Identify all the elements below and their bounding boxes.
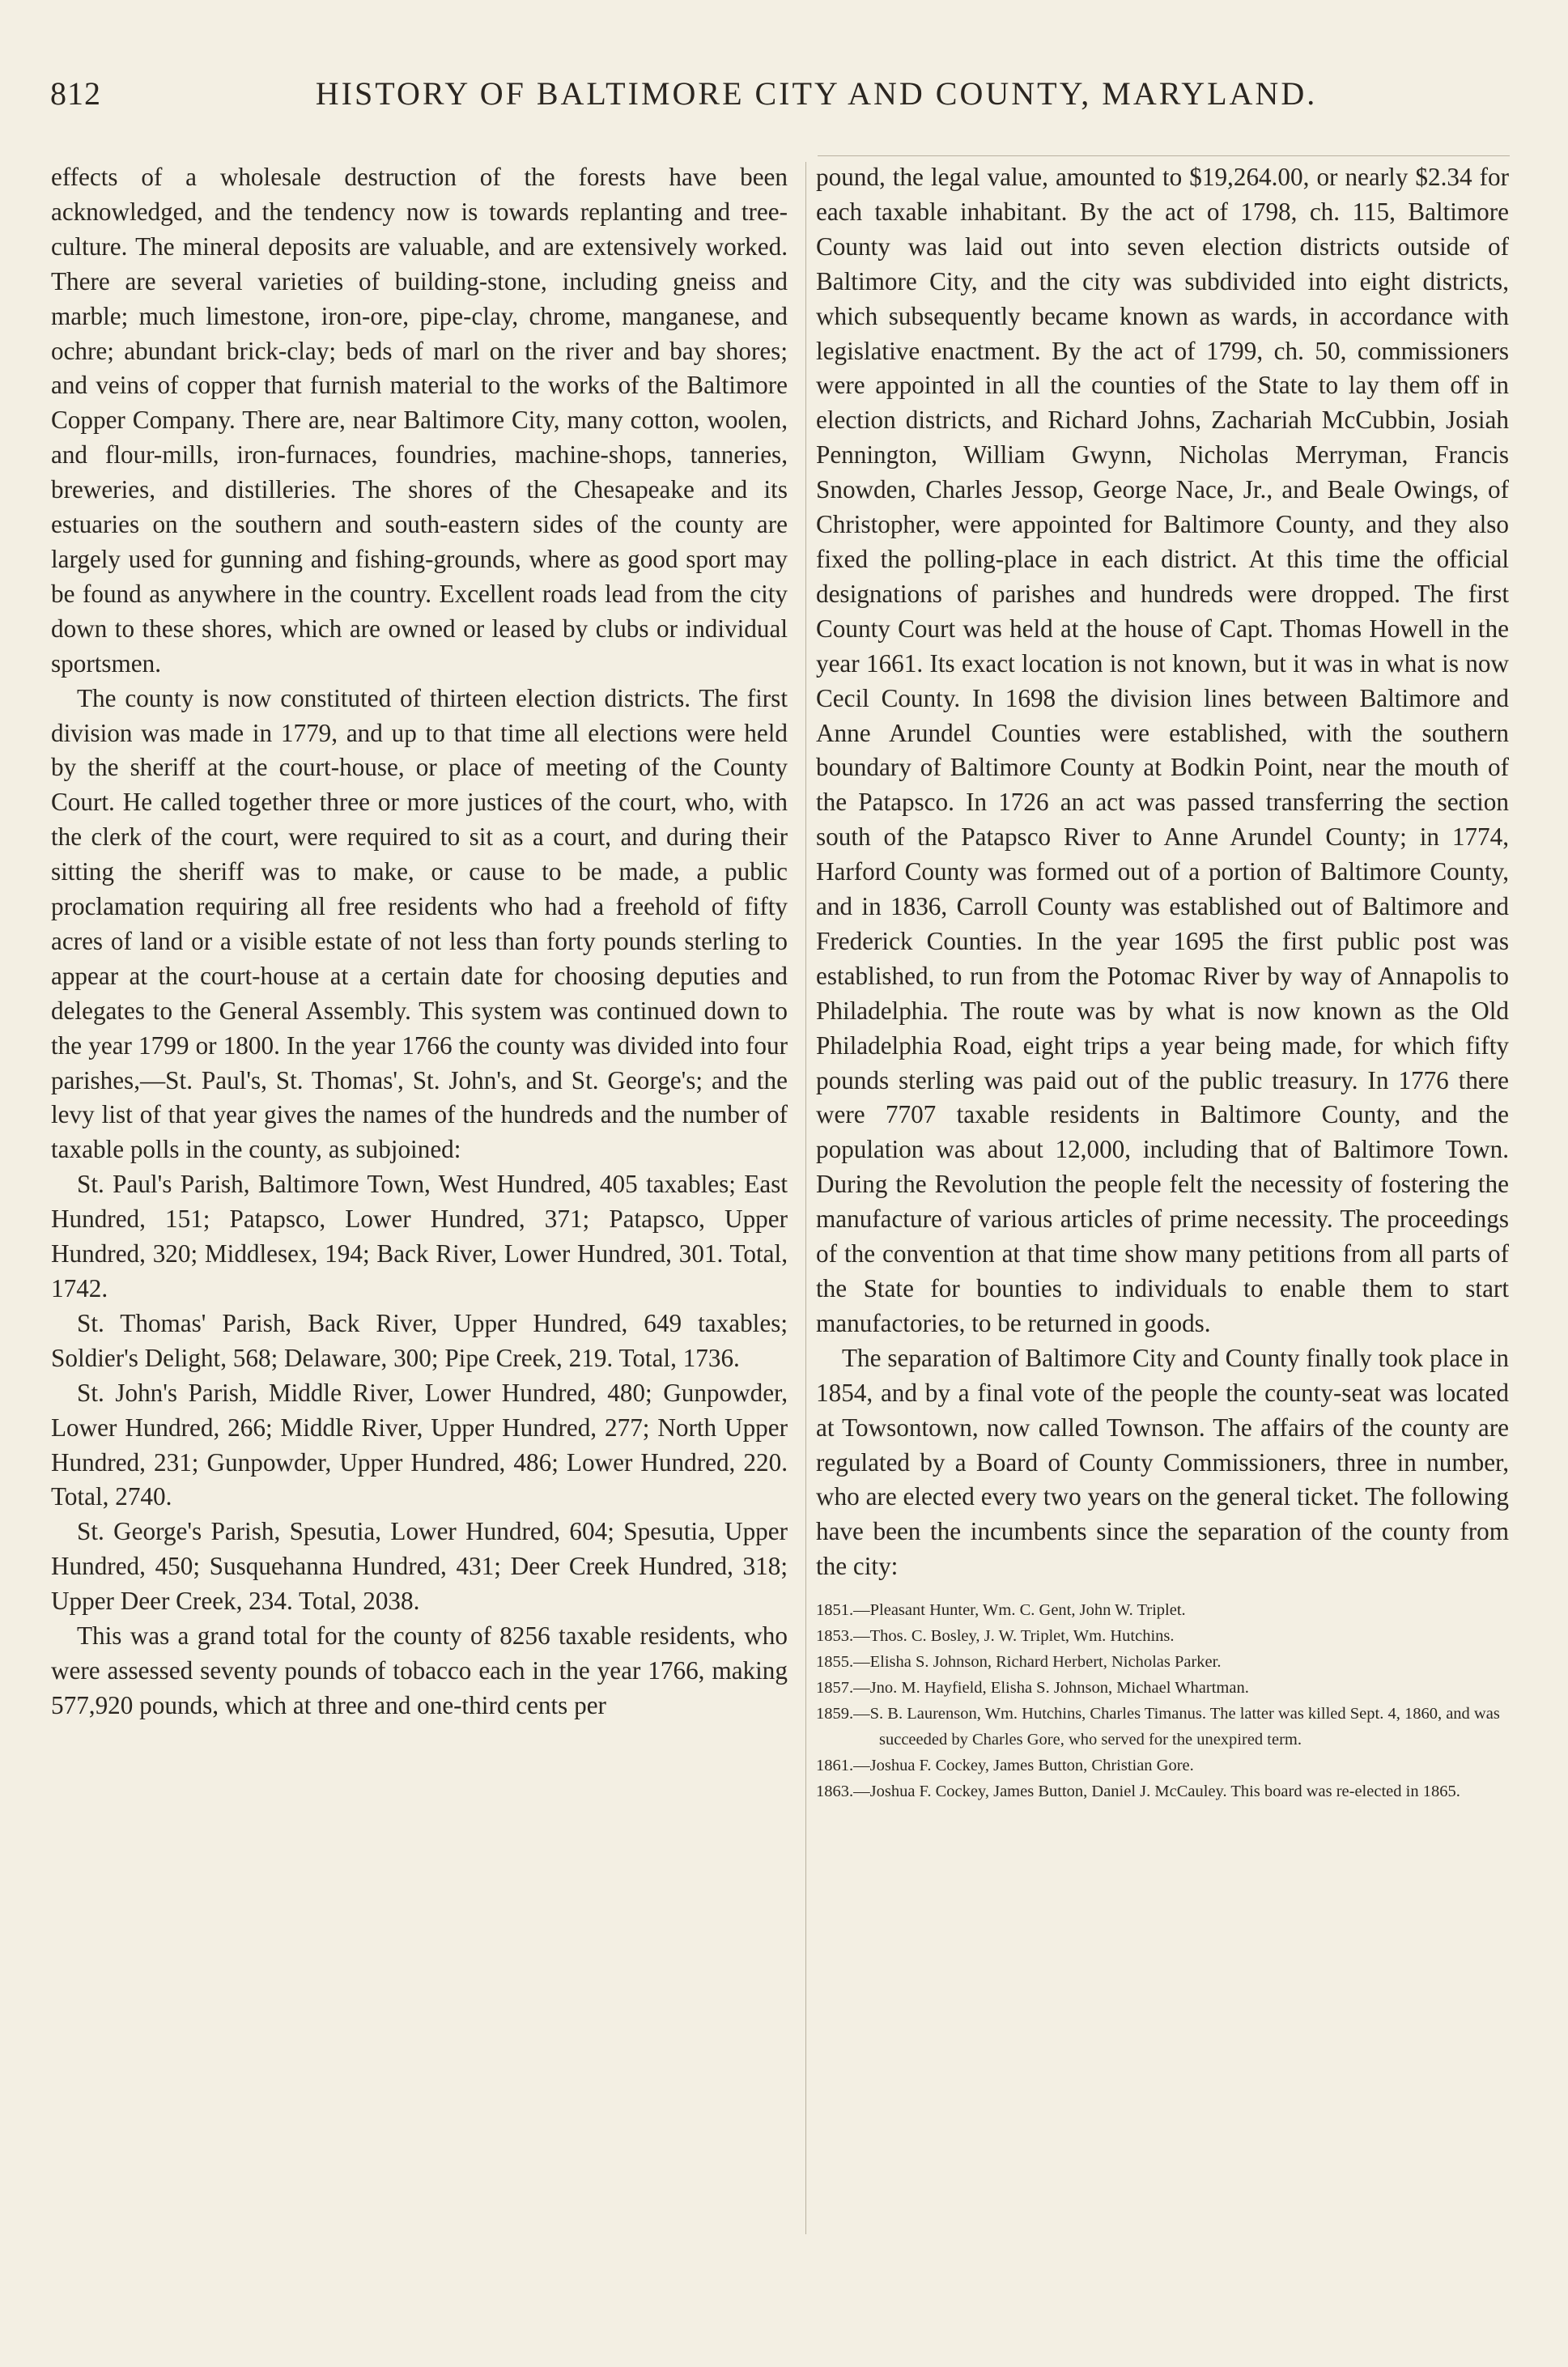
column-top-rule (818, 155, 1510, 156)
list-item: 1851.—Pleasant Hunter, Wm. C. Gent, John W. Triplet. (816, 1601, 1186, 1620)
paragraph: This was a grand total for the county of 8256 taxable residents, who were assessed seventy pounds of tobacco each in the year 1766, making 577,920 pounds, which at three and one-third cents per (51, 1621, 788, 1719)
running-title: HISTORY OF BALTIMORE CITY AND COUNTY, MARYLAND. (315, 75, 1318, 112)
paragraph: St. George's Parish, Spesutia, Lower Hundred, 604; Spesutia, Upper Hundred, 450; Susquehanna Hundred, 431; Deer Creek Hundred, 318; Upper Deer Creek, 234. Total, 2038. (51, 1517, 788, 1616)
page-header (50, 74, 1499, 113)
list-item: 1857.—Jno. M. Hayfield, Elisha S. Johnson, Michael Whartman. (816, 1679, 1249, 1698)
list-item: 1861.—Joshua F. Cockey, James Button, Christian Gore. (816, 1757, 1194, 1775)
paragraph: St. John's Parish, Middle River, Lower Hundred, 480; Gunpowder, Lower Hundred, 266; Middle River, Upper Hundred, 277; North Upper Hundred, 231; Gunpowder, Upper Hundred, 486; Lower Hundred, 220. Total, 2740. (51, 1378, 788, 1511)
paragraph: effects of a wholesale destruction of the forests have been acknowledged, and the tendency now is towards replanting and tree-culture. The mineral deposits are valuable, and are extensively worked. There are several varieties of building-stone, including gneiss and marble; much limestone, iron-ore, pipe-clay, chrome, manganese, and ochre; abundant brick-clay; beds of marl on the river and bay shores; and veins of copper that furnish material to the works of the Baltimore Copper Company. There are, near Baltimore City, many cotton, woolen, and flour-mills, iron-furnaces, foundries, machine-shops, tanneries, breweries, and distilleries. The shores of the Chesapeake and its estuaries on the southern and south-eastern sides of the county are largely used for gunning and fishing-grounds, where as good sport may be found as anywhere in the country. Excellent roads lead from the city down to these shores, which are owned or leased by clubs or individual sportsmen. (51, 163, 788, 678)
paragraph: pound, the legal value, amounted to $19,264.00, or nearly $2.34 for each taxable inhabitant. By the act of 1798, ch. 115, Baltimore County was laid out into seven election districts outside of Baltimore City, and the city was subdivided into eight districts, which subsequently became known as wards, in accordance with legislative enactment. By the act of 1799, ch. 50, commissioners were appointed in all the counties of the State to lay them off in election districts, and Richard Johns, Zachariah McCubbin, Josiah Pennington, William Gwynn, Nicholas Merryman, Francis Snowden, Charles Jessop, George Nace, Jr., and Beale Owings, of Christopher, were appointed for Baltimore County, and they also fixed the polling-place in each district. At this time the official designations of parishes and hundreds were dropped. The first County Court was held at the house of Capt. Thomas Howell in the year 1661. Its exact location is not known, but it was in what is now Cecil County. In 1698 the division lines between Baltimore and Anne Arundel Counties were established, with the southern boundary of Baltimore County at Bodkin Point, near the mouth of the Patapsco. In 1726 an act was passed transferring the section south of the Patapsco River to Anne Arundel County; in 1774, Harford County was formed out of a portion of Baltimore County, and in 1836, Carroll County was established out of Baltimore and Frederick Counties. In the year 1695 the first public post was established, to run from the Potomac River by way of Annapolis to Philadelphia. The route was by what is now known as the Old Philadelphia Road, eight trips a year being made, for which fifty pounds sterling was paid out of the public treasury. In 1776 there were 7707 taxable residents in Baltimore County, and the population was about 12,000, including that of Baltimore Town. During the Revolution the people felt the necessity of fostering the manufacture of various articles of prime necessity. The proceedings of the convention at that time show many petitions from all parts of the State for bounties to individuals to enable them to start manufactories, to be returned in goods. (816, 163, 1509, 1337)
paragraph: St. Thomas' Parish, Back River, Upper Hundred, 649 taxables; Soldier's Delight, 568; Delaware, 300; Pipe Creek, 219. Total, 1736. (51, 1308, 788, 1372)
list-item: 1863.—Joshua F. Cockey, James Button, Daniel J. McCauley. This board was re-elected in 1865. (816, 1783, 1460, 1801)
incumbents-list (816, 1597, 1509, 1804)
paragraph: The county is now constituted of thirteen election districts. The first division was made in 1779, and up to that time all elections were held by the sheriff at the court-house, or place of meeting of the County Court. He called together three or more justices of the court, who, with the clerk of the court, were required to sit as a court, and during their sitting the sheriff was to make, or cause to be made, a public proclamation requiring all free residents who had a freehold of fifty acres of land or a visible estate of not less than forty pounds sterling to appear at the court-house at a certain date for choosing deputies and delegates to the General Assembly. This system was continued down to the year 1799 or 1800. In the year 1766 the county was divided into four parishes,—St. Paul's, St. Thomas', St. John's, and St. George's; and the levy list of that year gives the names of the hundreds and the number of taxable polls in the county, as subjoined: (51, 683, 788, 1164)
left-column (51, 160, 788, 1723)
list-item: 1855.—Elisha S. Johnson, Richard Herbert, Nicholas Parker. (816, 1653, 1222, 1672)
list-item: 1859.—S. B. Laurenson, Wm. Hutchins, Charles Timanus. The latter was killed Sept. 4, 1860, and was succeeded by Charles Gore, who served for the unexpired term. (816, 1705, 1500, 1749)
paragraph: St. Paul's Parish, Baltimore Town, West Hundred, 405 taxables; East Hundred, 151; Patapsco, Lower Hundred, 371; Patapsco, Upper Hundred, 320; Middlesex, 194; Back River, Lower Hundred, 301. Total, 1742. (51, 1170, 788, 1302)
page-number: 812 (50, 75, 101, 112)
paragraph: The separation of Baltimore City and County finally took place in 1854, and by a final vote of the people the county-seat was located at Towsontown, now called Townson. The affairs of the county are regulated by a Board of County Commissioners, three in number, who are elected every two years on the general ticket. The following have been the incumbents since the separation of the county from the city: (816, 1343, 1509, 1581)
list-item: 1853.—Thos. C. Bosley, J. W. Triplet, Wm. Hutchins. (816, 1627, 1175, 1646)
column-divider (805, 162, 806, 2234)
right-column (816, 160, 1509, 1804)
